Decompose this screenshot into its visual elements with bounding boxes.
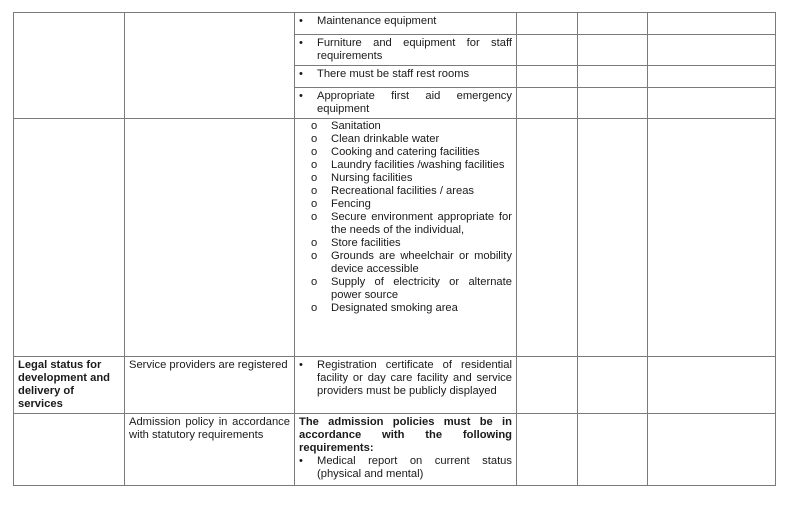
circle-bullet-icon: o (311, 276, 318, 288)
bullet-icon: • (299, 455, 303, 467)
facility-text: Clean drinkable water (331, 133, 440, 145)
comment-cell (648, 357, 776, 414)
facility-item (299, 185, 512, 198)
comment-cell (648, 88, 776, 119)
requirement-cell (295, 13, 517, 35)
circle-bullet-icon: o (311, 159, 318, 171)
category-cell-empty (14, 414, 125, 486)
facility-item (299, 237, 512, 250)
bullet-icon: • (299, 359, 303, 371)
facility-item (299, 133, 512, 146)
table-row (14, 13, 776, 35)
bullet-icon: • (299, 90, 303, 102)
requirements-table (13, 12, 776, 486)
circle-bullet-icon: o (311, 185, 318, 197)
requirement-text: There must be staff rest rooms (317, 68, 470, 80)
requirement-cell (295, 357, 517, 414)
facility-text: Laundry facilities /washing facilities (331, 159, 505, 171)
check-cell (517, 13, 578, 35)
comment-cell (648, 414, 776, 486)
facility-item (299, 302, 512, 315)
requirement-cell (295, 66, 517, 88)
check-cell (578, 35, 648, 66)
facility-item (299, 120, 512, 133)
circle-bullet-icon: o (311, 302, 318, 314)
facilities-list (299, 120, 512, 315)
bullet-icon: • (299, 37, 303, 49)
check-cell (517, 357, 578, 414)
bullet-icon: • (299, 68, 303, 80)
facility-text: Supply of electricity or alternate power source (331, 276, 512, 301)
comment-cell (648, 35, 776, 66)
comment-cell (648, 119, 776, 357)
check-cell (578, 119, 648, 357)
facility-text: Cooking and catering facilities (331, 146, 480, 158)
circle-bullet-icon: o (311, 250, 318, 262)
check-cell (578, 357, 648, 414)
facility-text: Secure environment appropriate for the needs of the individual, (331, 211, 512, 236)
requirement-cell (295, 414, 517, 486)
table-row (14, 357, 776, 414)
facility-text: Designated smoking area (331, 302, 458, 314)
table-row (14, 119, 776, 357)
circle-bullet-icon: o (311, 211, 318, 223)
facility-item (299, 250, 512, 276)
requirement-text: Appropriate first aid emergency equipment (317, 90, 512, 115)
facility-text: Nursing facilities (331, 172, 413, 184)
category-cell: Legal status for development and delivery of services (14, 357, 125, 414)
check-cell (517, 66, 578, 88)
facility-text: Sanitation (331, 120, 381, 132)
facility-text: Recreational facilities / areas (331, 185, 475, 197)
facility-item (299, 198, 512, 211)
criterion-cell: Service providers are registered (125, 357, 295, 414)
facilities-cell (295, 119, 517, 357)
facility-text: Grounds are wheelchair or mobility device accessible (331, 250, 512, 275)
requirement-cell (295, 35, 517, 66)
criterion-cell-empty (125, 119, 295, 357)
check-cell (517, 88, 578, 119)
facility-item (299, 159, 512, 172)
category-cell-empty (14, 13, 125, 119)
check-cell (578, 66, 648, 88)
facility-item (299, 146, 512, 159)
criterion-cell-empty (125, 13, 295, 119)
facility-text: Fencing (331, 198, 371, 210)
requirement-text: Registration certificate of residential facility or day care facility and service providers must be publicly displayed (317, 359, 512, 397)
check-cell (578, 414, 648, 486)
criterion-cell: Admission policy in accordance with statutory requirements (125, 414, 295, 486)
check-cell (517, 35, 578, 66)
requirement-text: Maintenance equipment (317, 15, 437, 27)
requirement-cell (295, 88, 517, 119)
category-cell-empty (14, 119, 125, 357)
circle-bullet-icon: o (311, 133, 318, 145)
comment-cell (648, 66, 776, 88)
comment-cell (648, 13, 776, 35)
circle-bullet-icon: o (311, 198, 318, 210)
table-row (14, 414, 776, 486)
check-cell (517, 119, 578, 357)
facility-item (299, 276, 512, 302)
requirement-text: Medical report on current status (physical and mental) (317, 455, 512, 480)
check-cell (578, 13, 648, 35)
check-cell (578, 88, 648, 119)
facility-item (299, 172, 512, 185)
requirement-text: Furniture and equipment for staff requirements (317, 37, 512, 62)
facility-item (299, 211, 512, 237)
circle-bullet-icon: o (311, 172, 318, 184)
facility-text: Store facilities (331, 237, 401, 249)
circle-bullet-icon: o (311, 120, 318, 132)
admission-heading: The admission policies must be in accordance with the following requirements: (299, 416, 512, 454)
circle-bullet-icon: o (311, 237, 318, 249)
bullet-icon: • (299, 15, 303, 27)
circle-bullet-icon: o (311, 146, 318, 158)
check-cell (517, 414, 578, 486)
